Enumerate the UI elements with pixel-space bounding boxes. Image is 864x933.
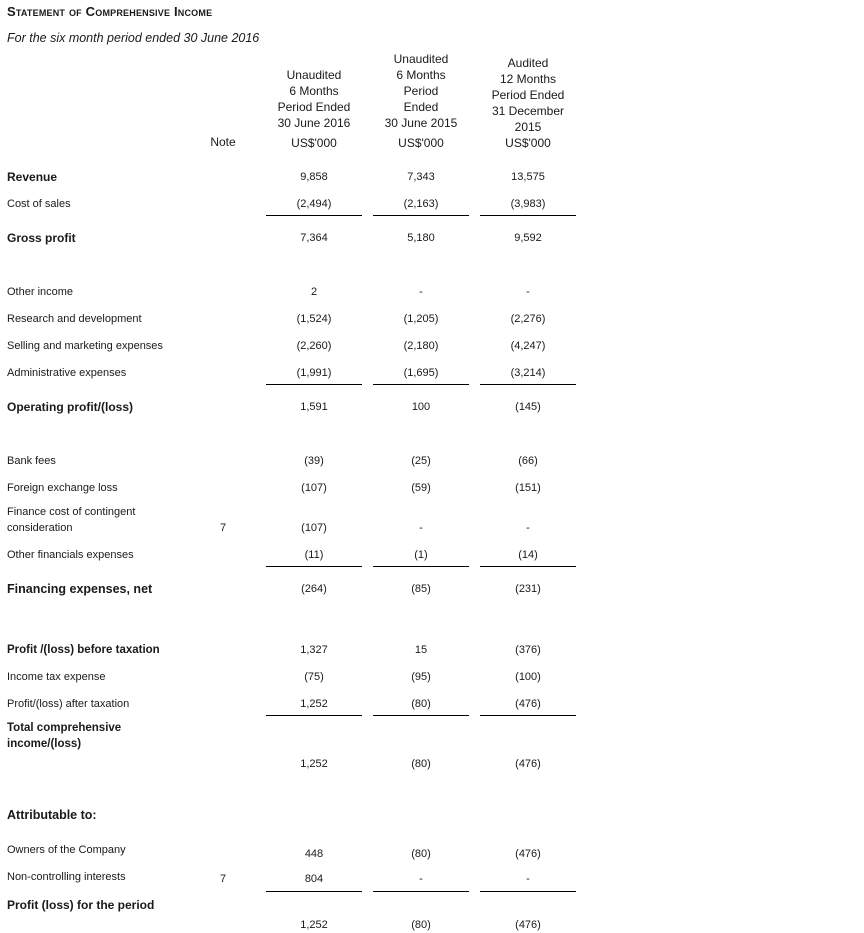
cell-value: (59) bbox=[411, 482, 431, 494]
column-header-line: 6 Months bbox=[289, 84, 339, 98]
subtotal-rule bbox=[373, 384, 469, 385]
subtotal-rule bbox=[480, 384, 576, 385]
table-row bbox=[0, 696, 864, 712]
cell-value: (145) bbox=[515, 401, 541, 413]
table-row bbox=[0, 196, 864, 212]
cell-value: (1,695) bbox=[403, 367, 439, 379]
row-label: Operating profit/(loss) bbox=[7, 400, 133, 414]
cell-value: 7,343 bbox=[407, 171, 435, 183]
table-row bbox=[0, 480, 864, 496]
cell-value: (80) bbox=[411, 698, 431, 710]
cell-value: - bbox=[419, 873, 423, 885]
cell-value: - bbox=[526, 522, 530, 534]
section-heading: Attributable to: bbox=[7, 808, 97, 822]
cell-value: 7,364 bbox=[300, 232, 328, 244]
cell-value: 9,858 bbox=[300, 171, 328, 183]
column-header-line: 2015 bbox=[514, 120, 542, 134]
cell-value: 1,252 bbox=[300, 919, 328, 931]
cell-value: (66) bbox=[518, 455, 538, 467]
table-row bbox=[0, 756, 864, 772]
row-label: Owners of the Company bbox=[7, 844, 126, 856]
cell-value: (95) bbox=[411, 671, 431, 683]
cell-value: 5,180 bbox=[407, 232, 435, 244]
subtotal-rule bbox=[480, 715, 576, 716]
column-header-line: Period Ended bbox=[491, 88, 565, 102]
column-header-line: 31 December bbox=[491, 104, 565, 118]
cell-value: (107) bbox=[301, 522, 327, 534]
cell-value: (231) bbox=[515, 583, 541, 595]
cell-value: 13,575 bbox=[511, 171, 545, 183]
row-label: Research and development bbox=[7, 313, 142, 325]
cell-value: (2,260) bbox=[296, 340, 332, 352]
row-label: Revenue bbox=[7, 170, 58, 184]
cell-value: 448 bbox=[304, 848, 324, 860]
column-header-line: Period bbox=[403, 84, 439, 98]
row-label: Other income bbox=[7, 286, 74, 298]
table-row bbox=[0, 669, 864, 685]
unit-label-2: US$'000 bbox=[398, 136, 444, 150]
cell-value: (80) bbox=[411, 848, 431, 860]
column-header-line: 12 Months bbox=[499, 72, 557, 86]
table-row bbox=[0, 581, 864, 597]
table-row bbox=[0, 230, 864, 246]
column-header-line: Audited bbox=[507, 56, 549, 70]
column-header-3 bbox=[480, 55, 576, 135]
row-label: Income tax expense bbox=[7, 671, 106, 683]
cell-value: (85) bbox=[411, 583, 431, 595]
subtotal-rule bbox=[266, 891, 362, 892]
subtotal-rule bbox=[266, 715, 362, 716]
table-row bbox=[0, 365, 864, 381]
column-header-line: Ended bbox=[403, 100, 439, 114]
cell-value: (2,276) bbox=[510, 313, 546, 325]
cell-value: (264) bbox=[301, 583, 327, 595]
cell-value: (2,180) bbox=[403, 340, 439, 352]
subtotal-rule bbox=[266, 215, 362, 216]
table-row bbox=[0, 547, 864, 563]
cell-value: (476) bbox=[515, 919, 541, 931]
cell-value: 9,592 bbox=[514, 232, 542, 244]
cell-value: (25) bbox=[411, 455, 431, 467]
table-row bbox=[0, 338, 864, 354]
table-row bbox=[0, 897, 864, 913]
cell-value: 1,252 bbox=[300, 698, 328, 710]
cell-value: 1,327 bbox=[300, 644, 328, 656]
cell-value: (80) bbox=[411, 919, 431, 931]
column-header-line: 30 June 2016 bbox=[277, 116, 351, 130]
cell-value: 1,591 bbox=[300, 401, 328, 413]
cell-value: (476) bbox=[515, 758, 541, 770]
note-ref: 7 bbox=[219, 873, 227, 885]
table-row bbox=[0, 642, 864, 658]
row-label: Non-controlling interests bbox=[7, 871, 126, 883]
subtotal-rule bbox=[373, 891, 469, 892]
column-header-line: Unaudited bbox=[393, 52, 449, 66]
cell-value: (2,163) bbox=[403, 198, 439, 210]
cell-value: (3,214) bbox=[510, 367, 546, 379]
cell-value: - bbox=[419, 286, 423, 298]
cell-value: - bbox=[526, 873, 530, 885]
cell-value: (1) bbox=[414, 549, 428, 561]
column-header-line: Unaudited bbox=[286, 68, 342, 82]
row-label: Selling and marketing expenses bbox=[7, 340, 163, 352]
cell-value: (1,991) bbox=[296, 367, 332, 379]
table-row bbox=[0, 842, 864, 858]
table-row bbox=[0, 869, 864, 885]
cell-value: - bbox=[526, 286, 530, 298]
table-row bbox=[0, 169, 864, 185]
column-header-line: Period Ended bbox=[277, 100, 351, 114]
table-row bbox=[0, 917, 864, 933]
subtotal-rule bbox=[480, 891, 576, 892]
cell-value: (476) bbox=[515, 698, 541, 710]
cell-value: 100 bbox=[411, 401, 431, 413]
subtotal-rule bbox=[480, 215, 576, 216]
row-label: Profit/(loss) after taxation bbox=[7, 698, 130, 710]
row-label: Administrative expenses bbox=[7, 367, 127, 379]
column-header-2 bbox=[373, 51, 469, 131]
cell-value: (3,983) bbox=[510, 198, 546, 210]
cell-value: 804 bbox=[304, 873, 324, 885]
cell-value: (376) bbox=[515, 644, 541, 656]
subtotal-rule bbox=[373, 715, 469, 716]
row-label: Other financials expenses bbox=[7, 549, 134, 561]
table-row bbox=[0, 399, 864, 415]
unit-label-3: US$'000 bbox=[505, 136, 551, 150]
row-label: Profit /(loss) before taxation bbox=[7, 644, 160, 656]
row-label: Bank fees bbox=[7, 455, 56, 467]
subtotal-rule bbox=[266, 384, 362, 385]
note-ref: 7 bbox=[219, 522, 227, 534]
cell-value: (100) bbox=[515, 671, 541, 683]
cell-value: 15 bbox=[414, 644, 428, 656]
cell-value: (476) bbox=[515, 848, 541, 860]
table-row bbox=[0, 453, 864, 469]
cell-value: - bbox=[419, 522, 423, 534]
column-header-1 bbox=[266, 67, 362, 131]
row-label: Profit (loss) for the period bbox=[7, 898, 155, 912]
table-row bbox=[0, 311, 864, 327]
table-row bbox=[0, 284, 864, 300]
cell-value: (151) bbox=[515, 482, 541, 494]
row-label: Foreign exchange loss bbox=[7, 482, 118, 494]
column-header-line: 6 Months bbox=[396, 68, 446, 82]
cell-value: (14) bbox=[518, 549, 538, 561]
note-column-header: Note bbox=[210, 135, 236, 149]
row-label: Cost of sales bbox=[7, 198, 71, 210]
row-label: Financing expenses, net bbox=[7, 582, 153, 596]
cell-value: (107) bbox=[301, 482, 327, 494]
subtotal-rule bbox=[373, 215, 469, 216]
subtotal-rule bbox=[480, 566, 576, 567]
table-row bbox=[0, 506, 864, 536]
row-label: Gross profit bbox=[7, 231, 76, 245]
cell-value: (1,524) bbox=[296, 313, 332, 325]
statement-subtitle: For the six month period ended 30 June 2016 bbox=[7, 31, 260, 45]
row-label: Finance cost of contingent consideration bbox=[7, 506, 136, 534]
subtotal-rule bbox=[266, 566, 362, 567]
cell-value: (11) bbox=[304, 549, 324, 561]
cell-value: (75) bbox=[304, 671, 324, 683]
row-label: Total comprehensive income/(loss) bbox=[7, 722, 122, 750]
column-header-line: 30 June 2015 bbox=[384, 116, 458, 130]
cell-value: 1,252 bbox=[300, 758, 328, 770]
subtotal-rule bbox=[373, 566, 469, 567]
cell-value: (4,247) bbox=[510, 340, 546, 352]
cell-value: (80) bbox=[411, 758, 431, 770]
cell-value: (39) bbox=[304, 455, 324, 467]
cell-value: (1,205) bbox=[403, 313, 439, 325]
table-row bbox=[0, 807, 864, 823]
unit-label-1: US$'000 bbox=[291, 136, 337, 150]
cell-value: (2,494) bbox=[296, 198, 332, 210]
cell-value: 2 bbox=[310, 286, 318, 298]
statement-title: Statement of Comprehensive Income bbox=[7, 4, 213, 19]
